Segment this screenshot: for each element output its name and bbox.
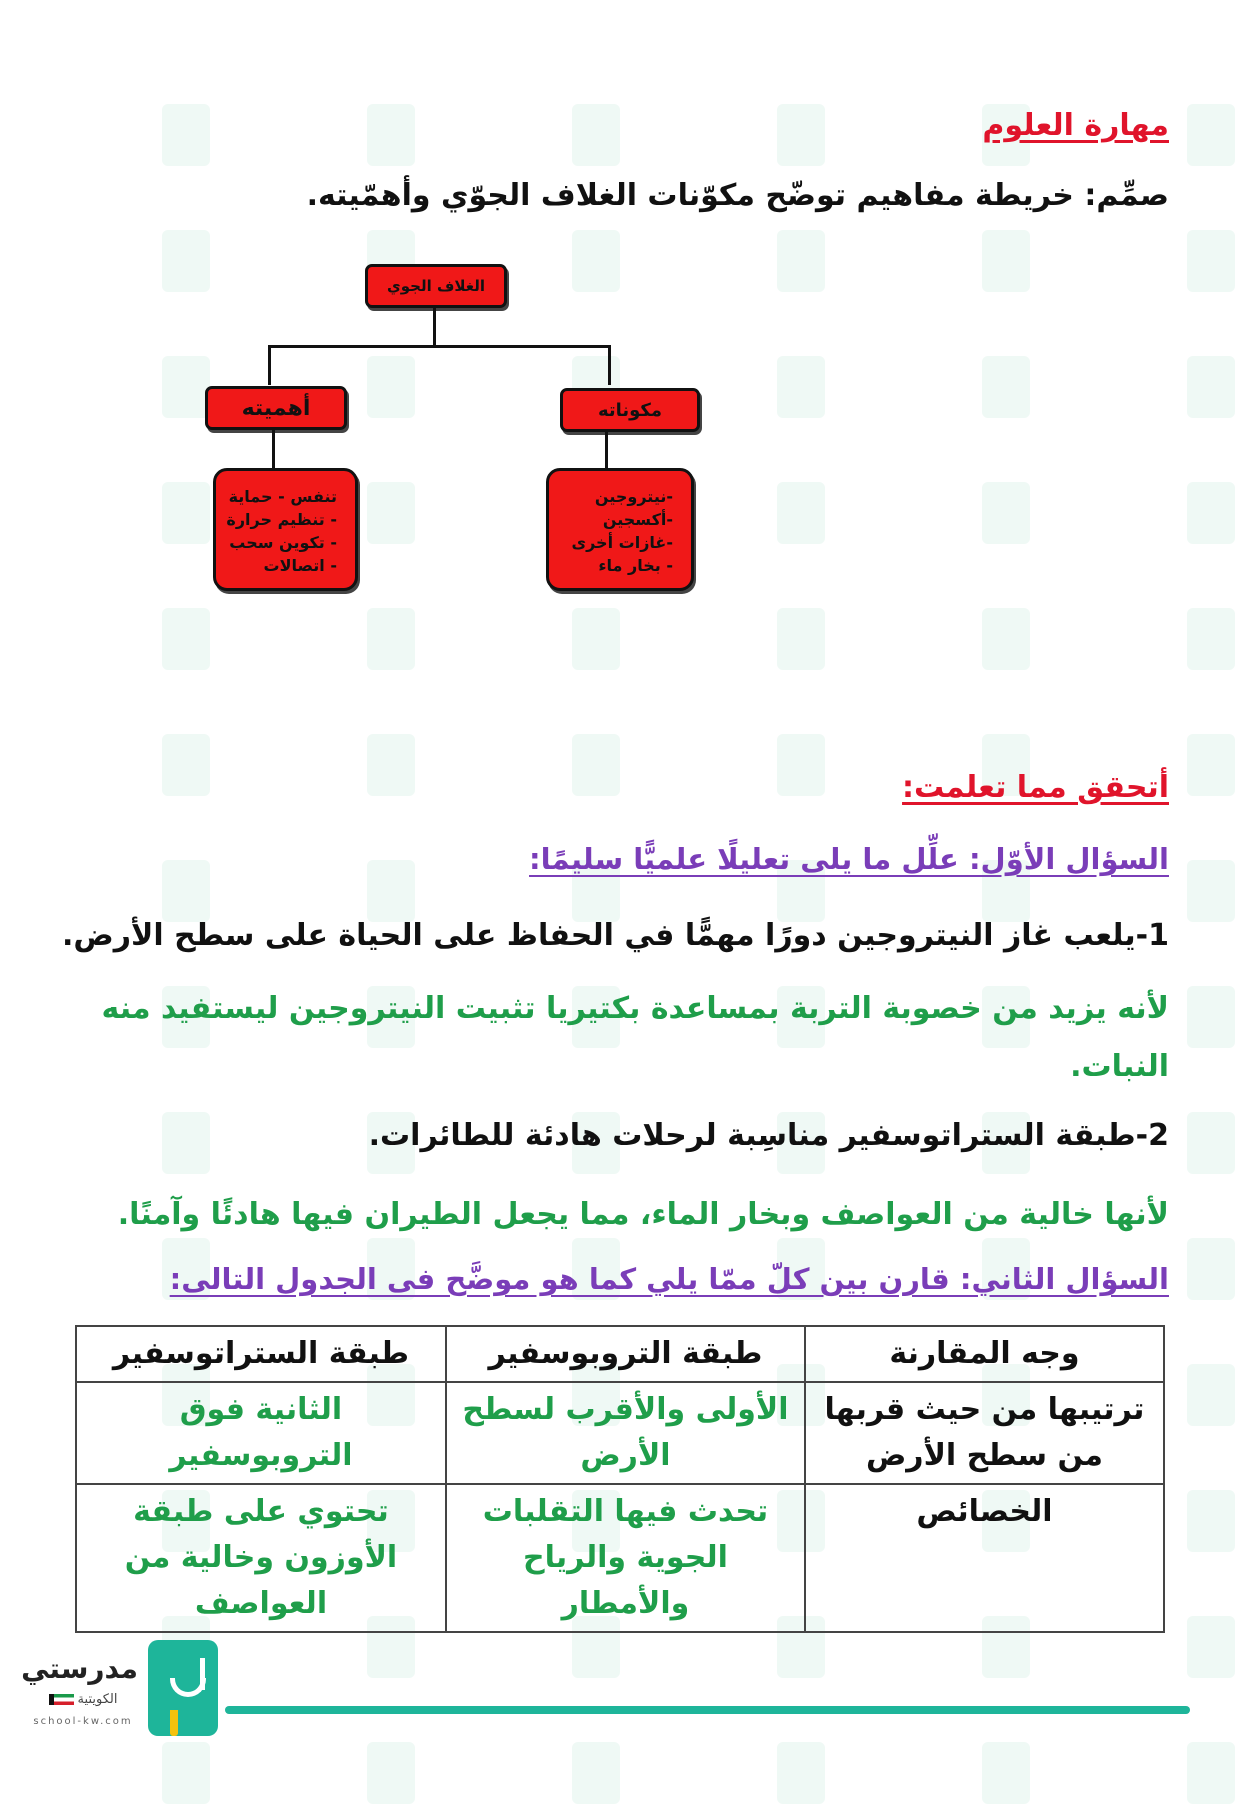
watermark-tile [1065,221,1235,301]
table-header: طبقة التروبوسفير [446,1326,805,1382]
table-row [76,1382,1164,1484]
watermark-tile [1065,473,1235,553]
watermark-tile [40,1733,210,1813]
table-cell: تحتوي على طبقة الأوزون وخالية من العواصف [76,1484,446,1632]
logo-sub: الكويتية [77,1692,118,1707]
table-row [76,1484,1164,1632]
concept-importance-label: أهميته [241,395,311,421]
watermark-tile [450,599,620,679]
connector-line [268,345,611,348]
watermark-tile [40,725,210,805]
watermark-tile [40,599,210,679]
question-one-heading: السؤال الأوّل: علِّل ما يلى تعليلًا علميًّا سليمًا: [529,842,1169,876]
concept-root [365,264,507,308]
table-cell: الأولى والأقرب لسطح الأرض [446,1382,805,1484]
kuwait-flag-icon [49,1694,74,1705]
concept-root-label: الغلاف الجوي [387,277,486,295]
watermark-tile [450,95,620,175]
table-cell: الخصائص [805,1484,1164,1632]
logo-mark-icon [148,1640,218,1736]
science-skill-heading: مهارة العلوم [982,108,1169,143]
list-item: -نيتروجين [594,487,673,506]
table-header-row [76,1326,1164,1382]
watermark-tile [245,725,415,805]
watermark-tile [245,95,415,175]
watermark-tile [40,95,210,175]
design-task: صمِّم: خريطة مفاهيم توضّح مكوّنات الغلاف الجوّي وأهمّيته. [306,178,1169,213]
watermark-tile [245,599,415,679]
madrasati-logo [21,1640,218,1740]
connector-line [433,305,436,347]
watermark-tile [655,221,825,301]
watermark-tile [40,1103,210,1183]
watermark-tile [450,725,620,805]
watermark-tile [1065,347,1235,427]
logo-site: school-kw.com [33,1716,133,1727]
watermark-tile [655,95,825,175]
watermark-tile [655,1733,825,1813]
watermark-tile [40,221,210,301]
check-heading: أتحقق مما تعلمت: [902,770,1169,805]
answer-1-2: لأنها خالية من العواصف وبخار الماء، مما يجعل الطيران فيها هادئًا وآمنًا. [117,1197,1169,1232]
watermark-tile [450,1733,620,1813]
connector-line [608,345,611,385]
components-list [546,468,694,591]
question-1-1: 1-يلعب غاز النيتروجين دورًا مهمًّا في الحفاظ على الحياة على سطح الأرض. [62,918,1169,953]
table-cell: ترتيبها من حيث قربها من سطح الأرض [805,1382,1164,1484]
list-item: تنفس - حماية [228,487,337,506]
watermark-tile [860,1733,1030,1813]
concept-components [560,388,700,432]
importance-list [213,468,358,591]
table-cell: تحدث فيها التقلبات الجوية والرياح والأمطار [446,1484,805,1632]
watermark-tile [1065,599,1235,679]
logo-sub-row [28,1692,138,1707]
question-1-2: 2-طبقة الستراتوسفير مناسِبة لرحلات هادئة للطائرات. [368,1118,1169,1153]
table-cell: الثانية فوق التروبوسفير [76,1382,446,1484]
watermark-tile [245,1733,415,1813]
connector-line [605,430,608,468]
list-item: - تكوين سحب [229,533,337,552]
watermark-tile [40,473,210,553]
watermark-tile [860,473,1030,553]
watermark-tile [655,599,825,679]
watermark-tile [1065,1733,1235,1813]
table-header: طبقة الستراتوسفير [76,1326,446,1382]
logo-name: مدرستي [21,1652,138,1685]
answer-1-1: لأنه يزيد من خصوبة التربة بمساعدة بكتيريا تثبيت النيتروجين ليستفيد منه النبات. [101,991,1169,1084]
watermark-tile [860,599,1030,679]
list-item: - تنظيم حرارة [226,510,337,529]
table-header: وجه المقارنة [805,1326,1164,1382]
watermark-tile [860,221,1030,301]
question-two-heading: السؤال الثاني: قارن بين كلّ ممّا يلي كما هو موضَّح فى الجدول التالى: [169,1262,1169,1296]
footer-divider [225,1706,1190,1714]
watermark-tile [40,347,210,427]
concept-components-label: مكوناته [597,399,663,421]
connector-line [272,428,275,468]
watermark-tile [655,725,825,805]
concept-importance [205,386,347,430]
list-item: -غازات أخرى [571,533,673,552]
connector-line [268,345,271,385]
watermark-tile [860,347,1030,427]
comparison-table [75,1325,1165,1633]
list-item: -أكسجين [602,510,673,529]
list-item: - اتصالات [263,556,337,575]
list-item: - بخار ماء [598,556,673,575]
